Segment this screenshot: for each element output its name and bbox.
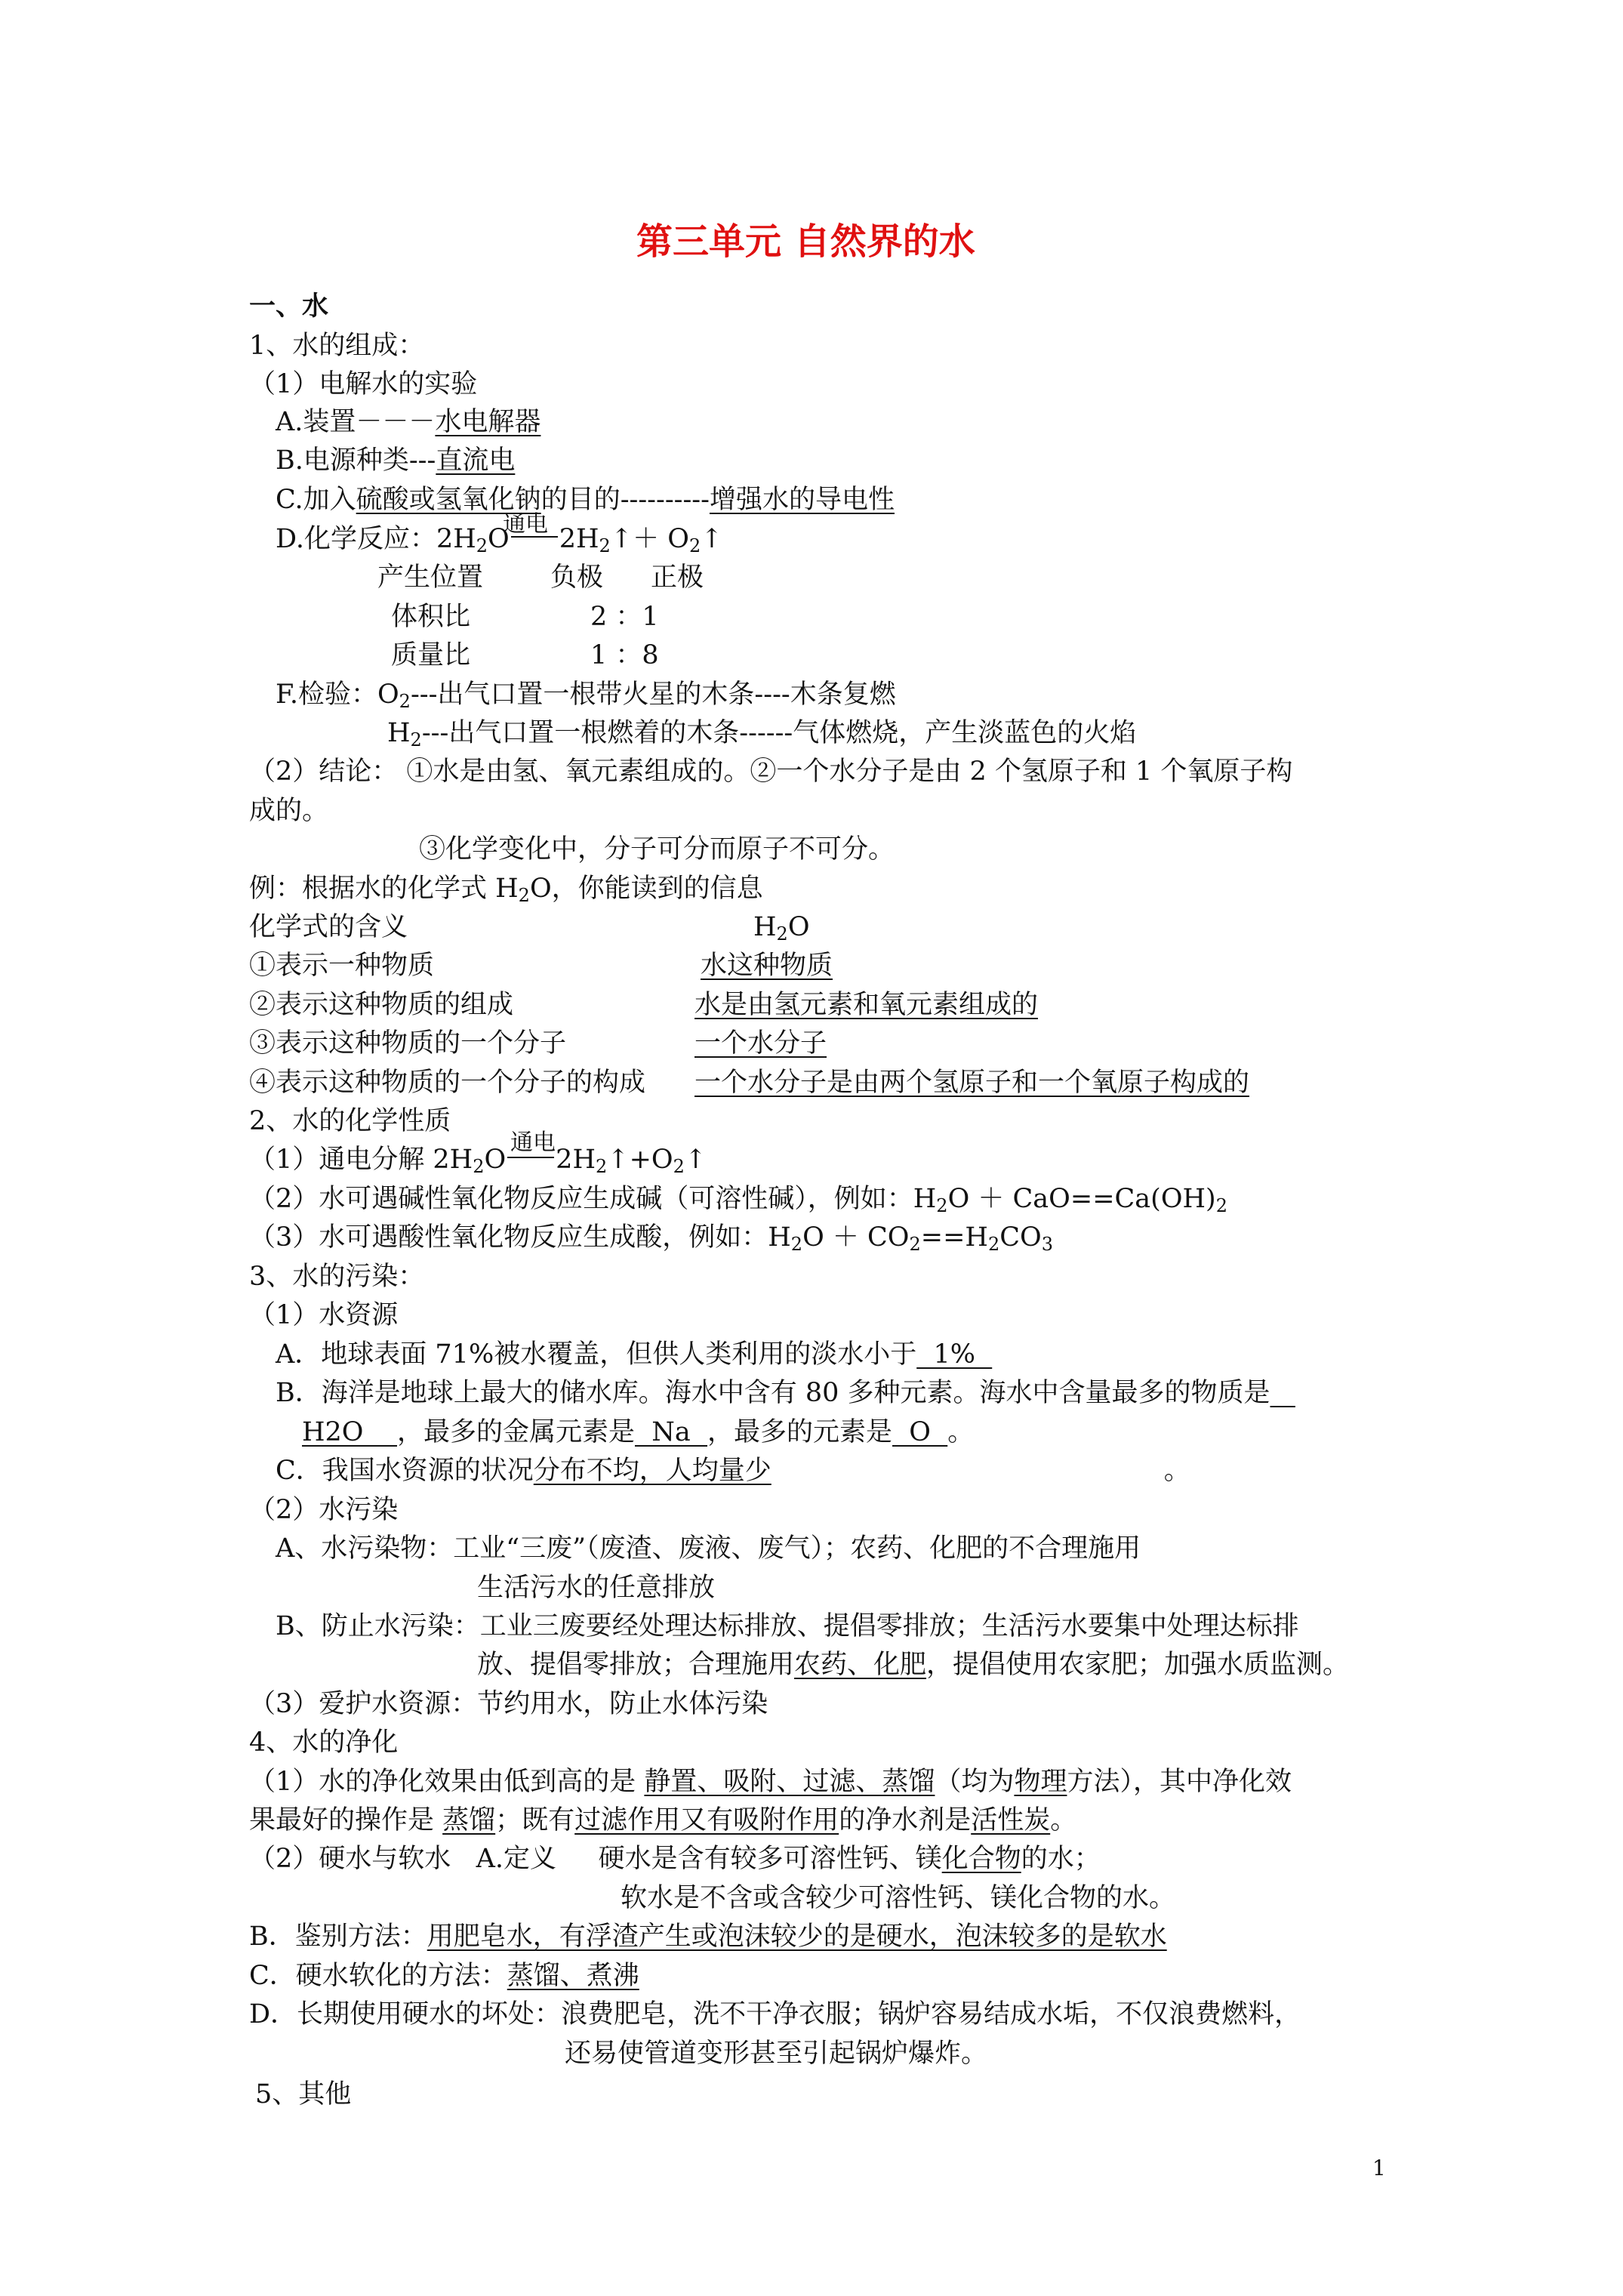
section-heading: 一、水	[249, 291, 329, 322]
text-line: ③化学变化中，分子可分而原子不可分。	[419, 834, 895, 864]
subheading: 3、水的污染：	[249, 1262, 425, 1292]
list-item-answer: 水是由氢元素和氧元素组成的	[694, 990, 1039, 1020]
table-cell: 产生位置	[377, 562, 484, 593]
text-line: （3）爱护水资源：节约用水，防止水体污染	[249, 1689, 768, 1719]
text-line: （1）水的净化效果由低到高的是 静置、吸附、过滤、蒸馏（均为物理方法），其中净化效	[249, 1767, 1292, 1797]
text-line: C.加入硫酸或氢氧化钠的目的----------增强水的导电性	[276, 485, 895, 515]
page-title: 第三单元 自然界的水	[636, 220, 975, 263]
table-cell: 体积比	[391, 602, 471, 632]
equation-line: （3）水可遇酸性氧化物反应生成酸，例如：$H_2O + CO_2==H_2CO_3$	[249, 1222, 1054, 1255]
equation-line: （1）通电分解 $2H_2O$ $2H_2↑+O_2↑$	[249, 1145, 707, 1177]
text-line: C．我国水资源的状况分布不均，人均量少 。	[276, 1456, 1190, 1486]
page-number: 1	[1372, 2156, 1386, 2180]
text-line: A、水污染物：工业“三废”（废渣、废液、废气）；农药、化肥的不合理施用	[276, 1533, 1141, 1564]
subheading: 2、水的化学性质	[249, 1106, 451, 1136]
subheading: 1、水的组成：	[249, 331, 425, 361]
text-line: 软水是不含或含较少可溶性钙、镁化合物的水。	[621, 1883, 1176, 1913]
text-line: B．海洋是地球上最大的储水库。海水中含有 80 多种元素。海水中含量最多的物质是	[276, 1378, 1270, 1408]
text-line: $H_2---$出气口置一根燃着的木条------气体燃烧，产生淡蓝色的火焰	[387, 718, 1137, 750]
subheading: 5、其他	[255, 2079, 352, 2110]
text-line: H2O ，最多的金属元素是 Na ，最多的元素是 O 。	[302, 1417, 975, 1447]
text-line: D．长期使用硬水的坏处：浪费肥皂，洗不干净衣服；锅炉容易结成水垢，不仅浪费燃料，	[249, 1999, 1301, 2029]
reaction-condition: 通电	[510, 1130, 556, 1156]
text-line: 成的。	[249, 796, 329, 826]
text-line: B、防止水污染：工业三废要经处理达标排放、提倡零排放；生活污水要集中处理达标排	[276, 1611, 1299, 1641]
table-cell: 正极	[651, 562, 704, 593]
list-item: ④表示这种物质的一个分子的构成	[249, 1068, 646, 1098]
subheading: （2）水污染	[249, 1495, 399, 1525]
text-line: 还易使管道变形甚至引起锅炉爆炸。	[565, 2039, 988, 2069]
list-item-answer: 一个水分子	[694, 1028, 827, 1059]
text-line: 例：根据水的化学式 $H_2O$，你能读到的信息	[249, 874, 763, 906]
reaction-condition: 通电	[503, 511, 548, 538]
table-cell: 1 ：8	[590, 640, 659, 670]
text-line: C．硬水软化的方法：蒸馏、煮沸	[249, 1961, 639, 1991]
text-line: B．鉴别方法：用肥皂水，有浮渣产生或泡沫较少的是硬水，泡沫较多的是软水	[249, 1922, 1167, 1952]
list-item-answer: 水这种物质	[701, 951, 833, 981]
text-line: A．地球表面 71%被水覆盖，但供人类利用的淡水小于 1%	[276, 1339, 993, 1370]
text-line: （2）硬水与软水 A.定义 硬水是含有较多可溶性钙、镁化合物的水；	[249, 1844, 1101, 1874]
text-line: $H_2O$	[753, 912, 810, 945]
table-cell: 负极	[550, 562, 604, 593]
text-line: F.检验：$O_2---$出气口置一根带火星的木条----木条复燃	[276, 680, 896, 712]
text-line: （2）结论： ①水是由氢、氧元素组成的。②一个水分子是由 2 个氢原子和 1 个氧原子构	[249, 757, 1293, 787]
list-item: ①表示一种物质	[249, 951, 435, 981]
text-line: 化学式的含义	[249, 912, 408, 942]
subheading: （1）电解水的实验	[249, 369, 478, 399]
equation-line: D.化学反应：$2H_2O$ $2H_2↑+$ $O_2↑$	[276, 524, 723, 556]
text-line: A.装置－－－水电解器	[276, 407, 541, 437]
list-item-answer: 一个水分子是由两个氢原子和一个氧原子构成的	[694, 1068, 1250, 1098]
subheading: （1）水资源	[249, 1300, 399, 1330]
text-line: B.电源种类---直流电	[276, 445, 516, 476]
table-cell: 2 ：1	[590, 602, 659, 632]
subheading: 4、水的净化	[249, 1727, 399, 1758]
reaction-arrow	[507, 1157, 554, 1158]
text-line: 果最好的操作是 蒸馏；既有过滤作用又有吸附作用的净水剂是活性炭。	[249, 1805, 1077, 1835]
list-item: ②表示这种物质的组成	[249, 990, 514, 1020]
text-line: 生活污水的任意排放	[477, 1573, 716, 1603]
equation-line: （2）水可遇碱性氧化物反应生成碱（可溶性碱），例如：$H_2O + CaO==Ca(OH)_2$	[249, 1184, 1227, 1216]
text-line: 放、提倡零排放；合理施用农药、化肥，提倡使用农家肥；加强水质监测。	[477, 1650, 1350, 1680]
list-item: ③表示这种物质的一个分子	[249, 1028, 567, 1059]
table-cell: 质量比	[391, 640, 471, 670]
